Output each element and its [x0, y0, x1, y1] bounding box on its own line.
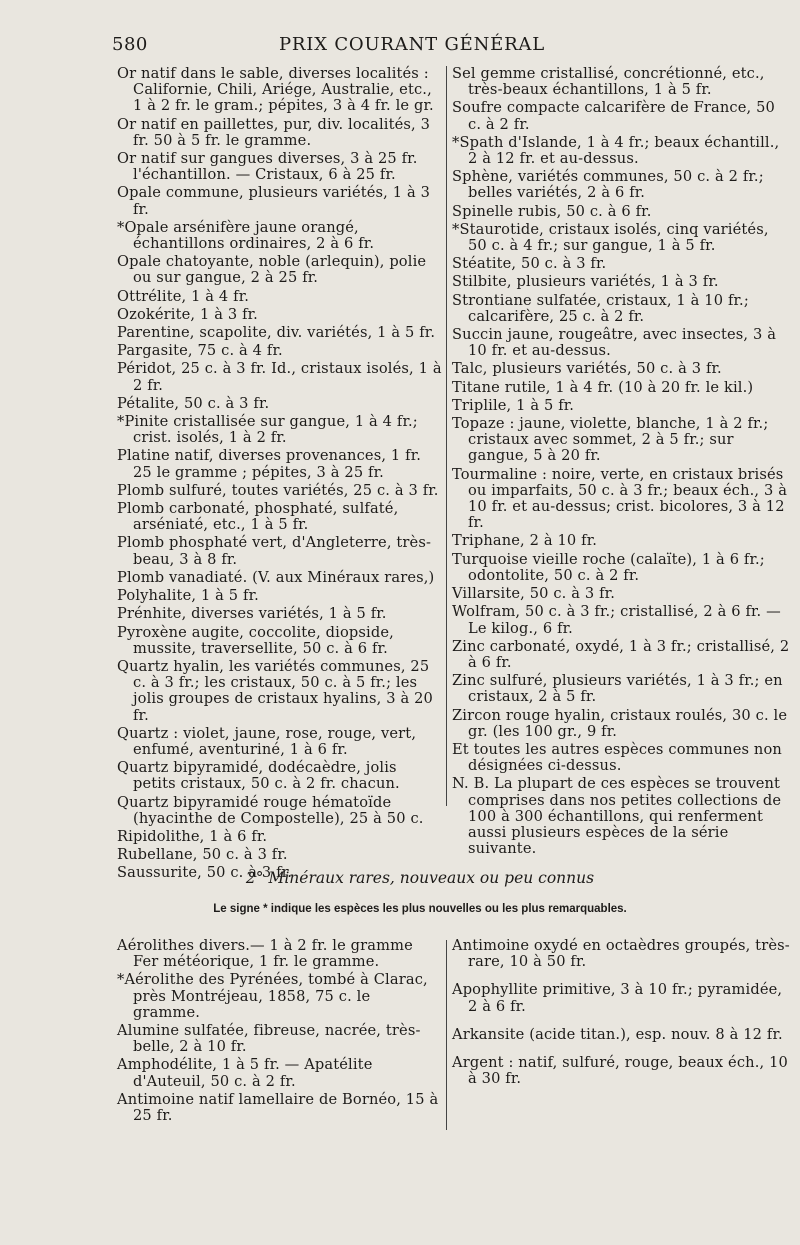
list-item: Stilbite, plusieurs variétés, 1 à 3 fr. [452, 273, 719, 291]
column-divider [446, 940, 447, 1130]
list-item: Succin jaune, rougeâtre, avec insectes, 3 à 10 fr. et au-dessus. [452, 326, 777, 360]
list-item: Aérolithes divers.— 1 à 2 fr. le gramme Fer météorique, 1 fr. le gramme. [117, 937, 413, 971]
running-title: PRIX COURANT GÉNÉRAL [279, 34, 545, 55]
list-item: *Staurotide, cristaux isolés, cinq variétés, 50 c. à 4 fr.; sur gangue, 1 à 5 fr. [452, 220, 769, 255]
list-item: Or natif sur gangues diverses, 3 à 25 fr. l'échantillon. — Cristaux, 6 à 25 fr. [117, 150, 418, 184]
list-item: Ripidolithe, 1 à 6 fr. [117, 827, 268, 845]
list-item: Topaze : jaune, violette, blanche, 1 à 2 fr.; cristaux avec sommet, 2 à 5 fr.; sur gangue, 5 à 20 fr. [452, 415, 769, 465]
list-item: N. B. La plupart de ces espèces se trouvent comprises dans nos petites collections de 100 à 300 échantillons, qui renferment aussi plusieurs espèces de la série suivante. [452, 775, 782, 858]
left-column [117, 938, 442, 1126]
list-item: Antimoine oxydé en octaèdres groupés, très-rare, 10 à 50 fr. [452, 937, 790, 971]
list-item: Apophyllite primitive, 3 à 10 fr.; pyramidée, 2 à 6 fr. [452, 981, 783, 1015]
list-item: Villarsite, 50 c. à 3 fr. [452, 585, 615, 603]
list-item: Plomb phosphaté vert, d'Angleterre, très-beau, 3 à 8 fr. [117, 534, 432, 568]
column-divider [446, 66, 447, 806]
list-item: *Pinite cristallisée sur gangue, 1 à 4 fr.; crist. isolés, 1 à 2 fr. [117, 413, 418, 447]
list-item: Ozokérite, 1 à 3 fr. [117, 305, 258, 323]
list-item: Plomb sulfuré, toutes variétés, 25 c. à 3 fr. [117, 481, 439, 499]
section-note: Le signe * indique les espèces les plus nouvelles ou les plus remarquables. [213, 903, 627, 915]
list-item: Quartz bipyramidé rouge hématoïde (hyacinthe de Compostelle), 25 à 50 c. [117, 793, 424, 827]
list-item: Arkansite (acide titan.), esp. nouv. 8 à 12 fr. [452, 1025, 783, 1043]
list-item: Péridot, 25 c. à 3 fr. Id., cristaux isolés, 1 à 2 fr. [117, 360, 442, 394]
list-item: Et toutes les autres espèces communes non désignées ci-dessus. [452, 740, 782, 775]
list-item: Soufre compacte calcarifère de France, 50 c. à 2 fr. [452, 99, 775, 133]
list-item: Stéatite, 50 c. à 3 fr. [452, 255, 607, 273]
right-column [452, 66, 792, 859]
list-item: Spinelle rubis, 50 c. à 6 fr. [452, 202, 652, 220]
list-item: Triplile, 1 à 5 fr. [452, 396, 575, 414]
list-item: Prénhite, diverses variétés, 1 à 5 fr. [117, 605, 387, 623]
list-item: Turquoise vieille roche (calaïte), 1 à 6 fr.; odontolite, 50 c. à 2 fr. [452, 550, 765, 584]
right-column [452, 938, 792, 1099]
section-title: 2° Minéraux rares, nouveaux ou peu connus [245, 869, 595, 887]
list-item: *Aérolithe des Pyrénées, tombé à Clarac, près Montréjeau, 1858, 75 c. le gramme. [117, 971, 428, 1021]
list-item: Rubellane, 50 c. à 3 fr. [117, 846, 288, 864]
left-column [117, 66, 442, 884]
list-item: Zircon rouge hyalin, cristaux roulés, 30 c. le gr. (les 100 gr., 9 fr. [452, 706, 788, 740]
list-item: Triphane, 2 à 10 fr. [452, 532, 598, 550]
list-item: Saussurite, 50 c. à 3 fr. [117, 864, 292, 882]
list-item: Titane rutile, 1 à 4 fr. (10 à 20 fr. le kil.) [452, 378, 754, 396]
list-item: Wolfram, 50 c. à 3 fr.; cristallisé, 2 à 6 fr. — Le kilog., 6 fr. [452, 603, 781, 637]
list-item: Quartz hyalin, les variétés communes, 25 c. à 3 fr.; les cristaux, 50 c. à 5 fr.; les jolis groupes de cristaux hyalins, 3 à 20 fr. [117, 657, 433, 724]
list-item: *Spath d'Islande, 1 à 4 fr.; beaux échantill., 2 à 12 fr. et au-dessus. [452, 133, 780, 168]
list-item: Talc, plusieurs variétés, 50 c. à 3 fr. [452, 360, 722, 378]
list-item: *Opale arsénifère jaune orangé, échantillons ordinaires, 2 à 6 fr. [117, 218, 375, 253]
list-item: Quartz bipyramidé, dodécaèdre, jolis petits cristaux, 50 c. à 2 fr. chacun. [117, 759, 400, 793]
list-item: Antimoine natif lamellaire de Bornéo, 15 à 25 fr. [117, 1090, 439, 1125]
list-item: Or natif en paillettes, pur, div. localités, 3 fr. 50 à 5 fr. le gramme. [117, 115, 431, 149]
list-item: Plomb vanadiaté. (V. aux Minéraux rares,) [117, 568, 435, 586]
list-item: Plomb carbonaté, phosphaté, sulfaté, arséniaté, etc., 1 à 5 fr. [117, 500, 399, 534]
list-item: Zinc carbonaté, oxydé, 1 à 3 fr.; cristallisé, 2 à 6 fr. [452, 637, 790, 671]
list-item: Pétalite, 50 c. à 3 fr. [117, 394, 270, 412]
list-item: Sphène, variétés communes, 50 c. à 2 fr.; belles variétés, 2 à 6 fr. [452, 168, 764, 202]
list-item: Argent : natif, sulfuré, rouge, beaux éch., 10 à 30 fr. [452, 1054, 788, 1088]
list-item: Opale chatoyante, noble (arlequin), polie ou sur gangue, 2 à 25 fr. [117, 253, 427, 287]
list-item: Amphodélite, 1 à 5 fr. — Apatélite d'Auteuil, 50 c. à 2 fr. [117, 1056, 373, 1090]
list-item: Opale commune, plusieurs variétés, 1 à 3 fr. [117, 184, 431, 218]
list-item: Quartz : violet, jaune, rose, rouge, vert, enfumé, aventuriné, 1 à 6 fr. [117, 724, 417, 758]
page-number: 580 [112, 34, 148, 55]
page-header [112, 34, 712, 58]
list-item: Pyroxène augite, coccolite, diopside, mussite, traversellite, 50 c. à 6 fr. [117, 623, 394, 657]
list-item: Ottrélite, 1 à 4 fr. [117, 287, 250, 305]
list-item: Alumine sulfatée, fibreuse, nacrée, très-belle, 2 à 10 fr. [117, 1022, 421, 1056]
list-item: Pargasite, 75 c. à 4 fr. [117, 342, 283, 360]
list-item: Strontiane sulfatée, cristaux, 1 à 10 fr.; calcarifère, 25 c. à 2 fr. [452, 291, 749, 325]
list-item: Or natif dans le sable, diverses localités : Californie, Chili, Ariége, Australie, etc., 1 à 2 fr. le gram.; pépites, 3 à 4 fr. le gr. [117, 65, 434, 115]
list-item: Zinc sulfuré, plusieurs variétés, 1 à 3 fr.; en cristaux, 2 à 5 fr. [452, 672, 783, 706]
list-item: Tourmaline : noire, verte, en cristaux brisés ou imparfaits, 50 c. à 3 fr.; beaux éch., 3 à 10 fr. et au-dessus; crist. bicolores, 3 à 12 fr. [452, 465, 788, 532]
list-item: Polyhalite, 1 à 5 fr. [117, 587, 259, 605]
list-item: Parentine, scapolite, div. variétés, 1 à 5 fr. [117, 324, 436, 342]
list-item: Sel gemme cristallisé, concrétionné, etc., très-beaux échantillons, 1 à 5 fr. [452, 65, 765, 99]
list-item: Platine natif, diverses provenances, 1 fr. 25 le gramme ; pépites, 3 à 25 fr. [117, 447, 422, 481]
